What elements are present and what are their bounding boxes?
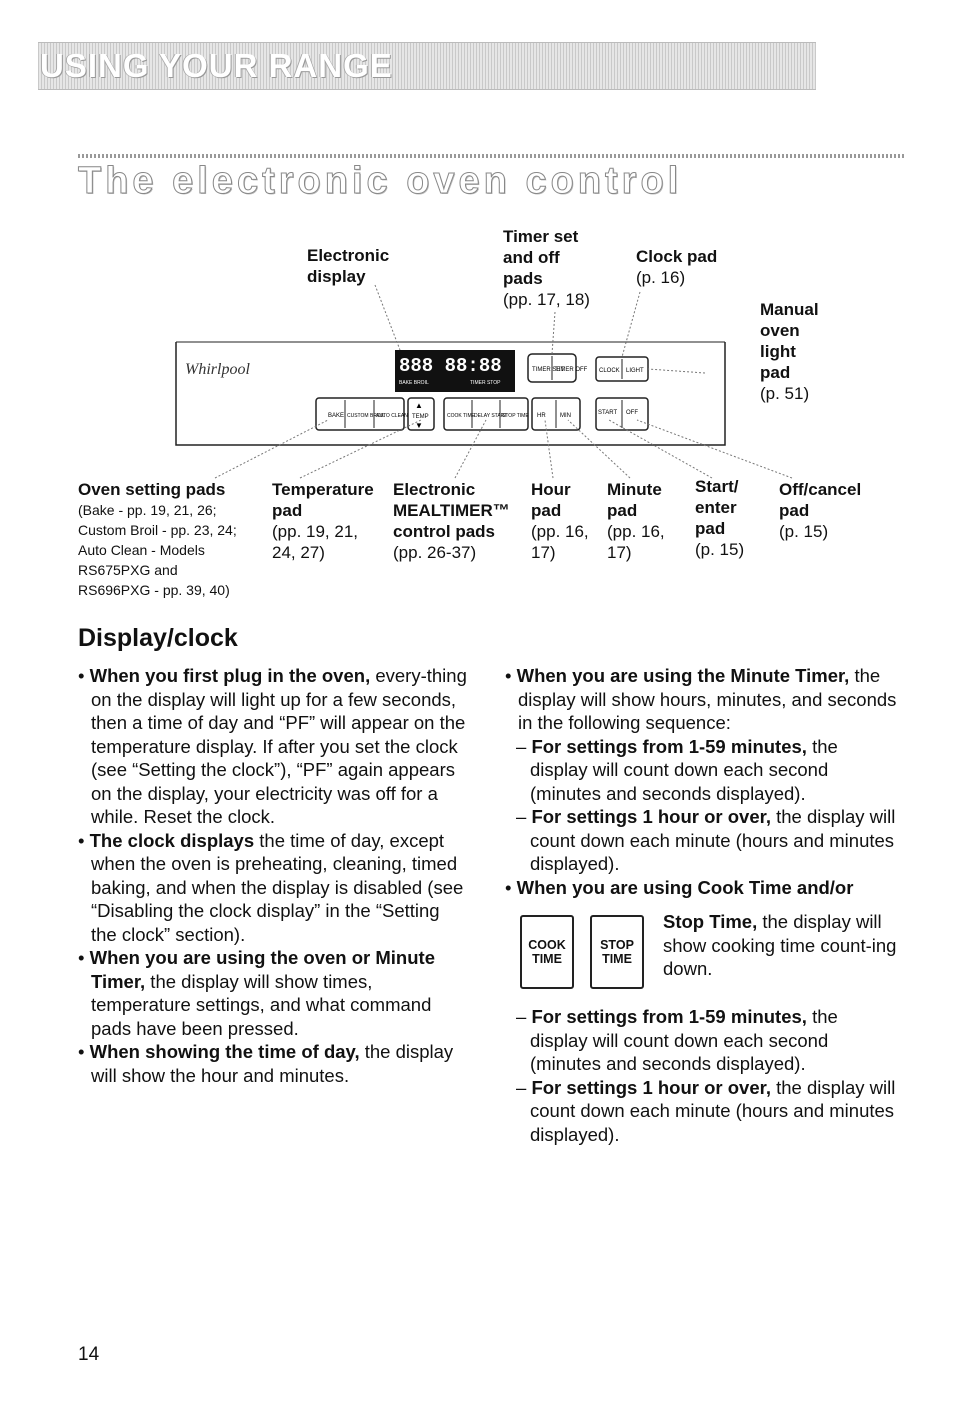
label-clock-pad-pages: (p. 16) [636,268,686,287]
custom-broil-pad: CUSTOM BROIL [347,413,385,419]
cook-time-button: COOK TIME [520,915,574,989]
display-digits: 888 88:88 [399,355,502,377]
label-start: Start/ enter pad [695,477,739,538]
bake-pad: BAKE [328,413,345,419]
minute-pad: MIN [560,413,571,419]
minute-timer-sub-2: – For settings 1 hour or over, the display will count down each minute (hours and minutes displayed). [516,806,896,874]
stop-time-pad: STOP TIME [502,413,529,419]
svg-text:▼: ▼ [415,421,423,430]
svg-text:TEMP: TEMP [412,414,429,420]
cook-time-subitems [505,1005,900,1146]
delay-start-pad: DELAY START [474,413,508,419]
label-oven-setting-detail: (Bake - pp. 19, 21, 26; Custom Broil - pp. 23, 24; Auto Clean - Models RS675PXG and RS696PXG - pp. 39, 40) [78,502,237,598]
svg-text:▲: ▲ [415,401,423,410]
label-hour-pages: (pp. 16, 17) [531,522,589,562]
left-column [78,664,470,1087]
label-manual-light: Manual oven light pad [760,300,819,382]
label-minute-pages: (pp. 16, 17) [607,522,665,562]
label-timer-set: Timer set and off pads [503,227,579,288]
section-heading: Display/clock [78,624,238,652]
label-hour: Hour pad [531,480,571,520]
paragraph-clock-displays: • The clock displays the time of day, except when the oven is preheating, cleaning, timed baking, and when the display is disabled (see “Disabling the clock display” in the “Setting the clock” section). [78,829,464,945]
cook-time-sub-2: – For settings 1 hour or over, the display will count down each minute (hours and minutes displayed). [516,1076,896,1145]
page-number: 14 [78,1344,100,1365]
paragraph-minute-timer: • When you are using the Minute Timer, the display will show hours, minutes, and seconds in the following sequence: [505,665,897,733]
label-oven-setting: Oven setting pads [78,480,226,499]
light-pad: LIGHT [626,368,644,374]
svg-text:TIMER STOP: TIMER STOP [470,380,501,386]
cook-time-description: Stop Time, the display will show cooking time count-ing down. [663,911,897,979]
label-mealtimer: Electronic MEALTIMER™ control pads [393,480,510,541]
off-pad: OFF [626,410,638,416]
auto-clean-pad: AUTO CLEAN [376,413,408,419]
start-pad: START [598,410,618,416]
label-off-cancel: Off/cancel pad [779,480,862,520]
label-temperature: Temperature pad [272,480,374,520]
stop-time-button: STOP TIME [590,915,644,989]
label-mealtimer-pages: (pp. 26-37) [393,543,477,562]
label-timer-set-pages: (pp. 17, 18) [503,290,590,309]
paragraph-oven-minute-timer: • When you are using the oven or Minute Timer, the display will show times, temperature settings, and what command pads have been pressed. [78,947,435,1039]
timer-set-pad: TIMER SET [532,367,565,373]
svg-text:BAKE BROIL: BAKE BROIL [399,380,429,386]
paragraph-cook-time: • When you are using Cook Time and/or [505,876,854,898]
brand-logo: Whirlpool [185,361,250,378]
timer-off-pad: TIMER OFF [555,367,588,373]
cook-time-sub-1: – For settings from 1-59 minutes, the display will count down each second (minutes and seconds displayed). [516,1006,838,1074]
clock-pad: CLOCK [599,368,620,374]
cook-time-pad: COOK TIME [447,413,475,419]
right-column [505,664,900,899]
label-off-cancel-pages: (p. 15) [779,522,829,541]
hour-pad: HR [537,413,546,419]
label-clock-pad: Clock pad [636,247,718,266]
paragraph-first-plug: • When you first plug in the oven, every-thing on the display will light up for a few seconds, then a time of day and “PF” will appear on the temperature display. If after you set the clock (see “Setting the clock”), “PF” again appears on the display, your electricity was off for a while. Reset the clock. [78,665,467,827]
paragraph-time-of-day: • When showing the time of day, the display will show the hour and minutes. [78,1041,454,1086]
label-manual-light-pages: (p. 51) [760,384,810,403]
control-panel-diagram [0,0,977,480]
label-minute: Minute pad [607,480,662,520]
label-temperature-pages: (pp. 19, 21, 24, 27) [272,522,359,562]
page-title: The electronic oven control [78,160,683,202]
minute-timer-sub-1: – For settings from 1-59 minutes, the display will count down each second (minutes and seconds displayed). [516,735,838,804]
label-start-pages: (p. 15) [695,540,745,559]
label-electronic-display: Electronic display [307,246,390,286]
section-banner-text: USING YOUR RANGE [40,47,393,84]
